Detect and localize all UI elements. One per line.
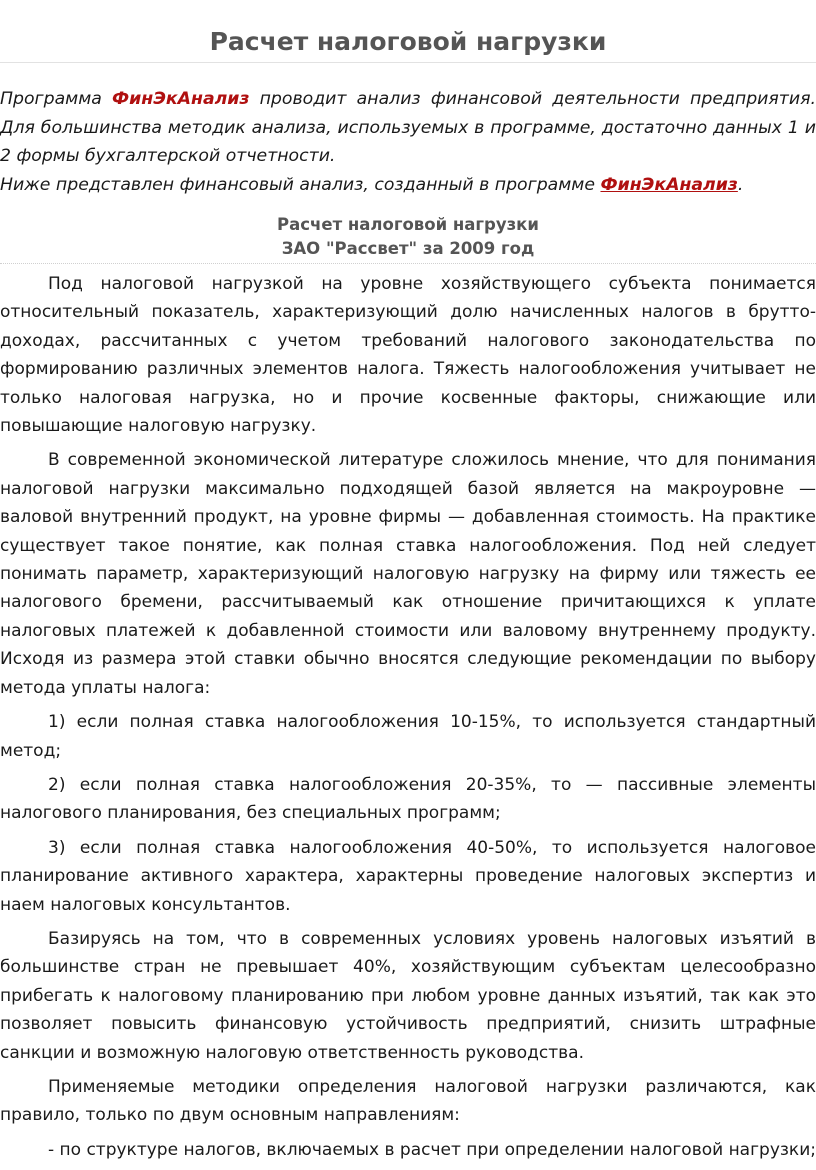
brand-link[interactable]: ФинЭкАнализ [112,89,250,109]
intro-text: Программа [0,89,113,109]
report-heading: Расчет налоговой нагрузки [277,215,539,234]
page-title: Расчет налоговой нагрузки [209,27,607,56]
title-divider [0,62,816,63]
paragraph: - по структуре налогов, включаемых в расчет при определении налоговой нагрузки; [48,1139,816,1160]
paragraph: 1) если полная ставка налогообложения 10-15%, то используется стандартный метод; [0,712,816,761]
intro-line-2: Для большинства методик анализа, используемых в программе, достаточно данных 1 и 2 формы бухгалтерской отчетности. [0,117,816,166]
report-subheading: ЗАО "Рассвет" за 2009 год [281,239,535,258]
report-header [0,213,816,261]
report-divider [0,263,816,264]
intro-line-1 [0,85,816,114]
brand-link-underlined[interactable]: ФинЭкАнализ [600,174,738,195]
intro-line-3 [0,171,816,200]
paragraph: 3) если полная ставка налогообложения 40-50%, то используется налоговое планирование активного характера, характерны проведение налоговых экспертиз и наем налоговых консультантов. [0,837,816,915]
paragraph: Применяемые методики определения налоговой нагрузки различаются, как правило, только по двум основным направлениям: [0,1076,816,1126]
paragraph: 2) если полная ставка налогообложения 20-35%, то — пассивные элементы налогового планирования, без специальных программ; [0,774,816,824]
intro-text: проводит анализ финансовой деятельности предприятия. [249,89,816,109]
intro-block [0,85,816,199]
paragraph: Под налоговой нагрузкой на уровне хозяйствующего субъекта понимается относительный показатель, характеризующий долю начисленных налогов в брутто-доходах, рассчитанных с учетом требований налогового законодательства по формированию различных элементов налога. Тяжесть налогообложения учитывает не только налоговая нагрузка, но и прочие косвенные факторы, снижающие или повышающие налоговую нагрузку. [0,274,816,437]
intro-text: . [737,174,744,195]
intro-text: Ниже представлен финансовый анализ, созданный в программе [0,174,601,195]
paragraph: В современной экономической литературе сложилось мнение, что для понимания налоговой нагрузки максимально подходящей базой является на макроуровне — валовой внутренний продукт, на уровне фирмы — добавленная стоимость. На практике существует такое понятие, как полная ставка налогообложения. Под ней следует понимать параметр, характеризующий налоговую нагрузку на фирму или тяжесть ее налогового бремени, рассчитываемый как отношение причитающихся к уплате налоговых платежей к добавленной стоимости или валовому внутреннему продукту. Исходя из размера этой ставки обычно вносятся следующие рекомендации по выбору метода уплаты налога: [0,450,816,698]
paragraph: Базируясь на том, что в современных условиях уровень налоговых изъятий в большинстве стран не превышает 40%, хозяйствующим субъектам целесообразно прибегать к налоговому планированию при любом уровне данных изъятий, так как это позволяет повысить финансовую устойчивость предприятий, снизить штрафные санкции и возможную налоговую ответственность руководства. [0,928,816,1063]
article-body [0,270,816,1170]
